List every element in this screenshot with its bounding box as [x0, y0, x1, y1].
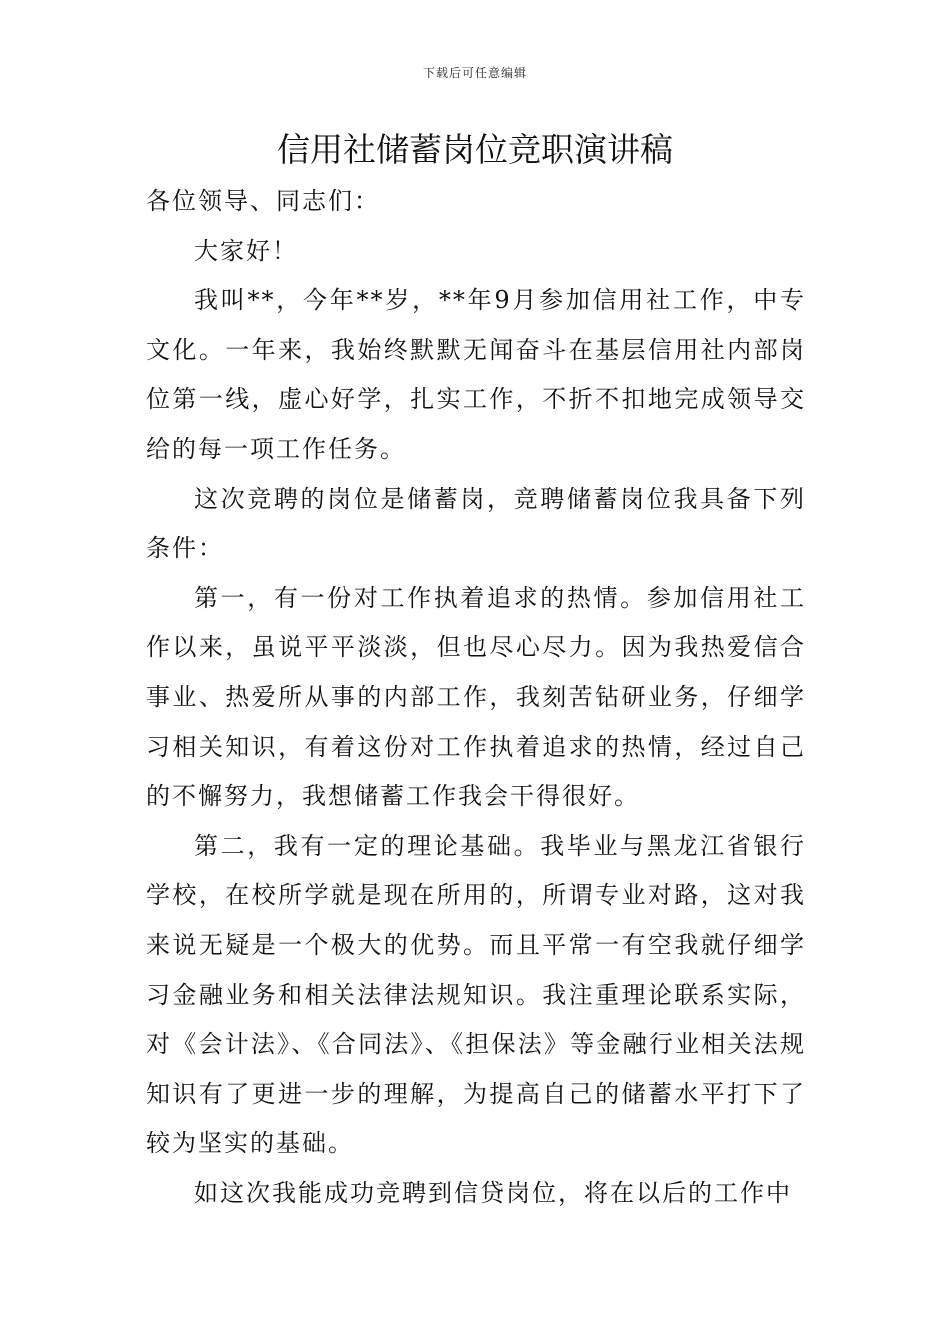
greeting-paragraph: 大家好！: [194, 236, 298, 265]
condition-two-paragraph: 第二，我有一定的理论基础。我毕业与黑龙江省银行学校，在校所学就是现在所用的，所谓专业对路，这对我来说无疑是一个极大的优势。而且平常一有空我就仔细学习金融业务和相关法律法规知识。我注重理论联系实际，对《会计法》、《合同法》、《担保法》等金融行业相关法规知识有了更进一步的理解，为提高自己的储蓄水平打下了较为坚实的基础。: [146, 831, 806, 1158]
salutation-paragraph: 各位领导、同志们：: [146, 187, 380, 215]
introduction-paragraph: 我叫**，今年**岁，**年9月参加信用社工作，中专文化。一年来，我始终默默无闻奋斗在基层信用社内部岗位第一线，虚心好学，扎实工作，不折不扣地完成领导交给的每一项工作任务。: [146, 286, 806, 463]
position-paragraph: 这次竞聘的岗位是储蓄岗，竞聘储蓄岗位我具备下列条件：: [146, 484, 806, 563]
document-title: 信用社储蓄岗位竞职演讲稿: [277, 130, 673, 169]
document-body: [146, 177, 806, 1218]
closing-paragraph: 如这次我能成功竞聘到信贷岗位，将在以后的工作中: [194, 1178, 792, 1207]
condition-one-paragraph: 第一，有一份对工作执着追求的热情。参加信用社工作以来，虽说平平淡淡，但也尽心尽力。因为我热爱信合事业、热爱所从事的内部工作，我刻苦钻研业务，仔细学习相关知识，有着这份对工作执着追求的热情，经过自己的不懈努力，我想储蓄工作我会干得很好。: [146, 583, 806, 811]
header-note: 下载后可任意编辑: [422, 66, 527, 80]
